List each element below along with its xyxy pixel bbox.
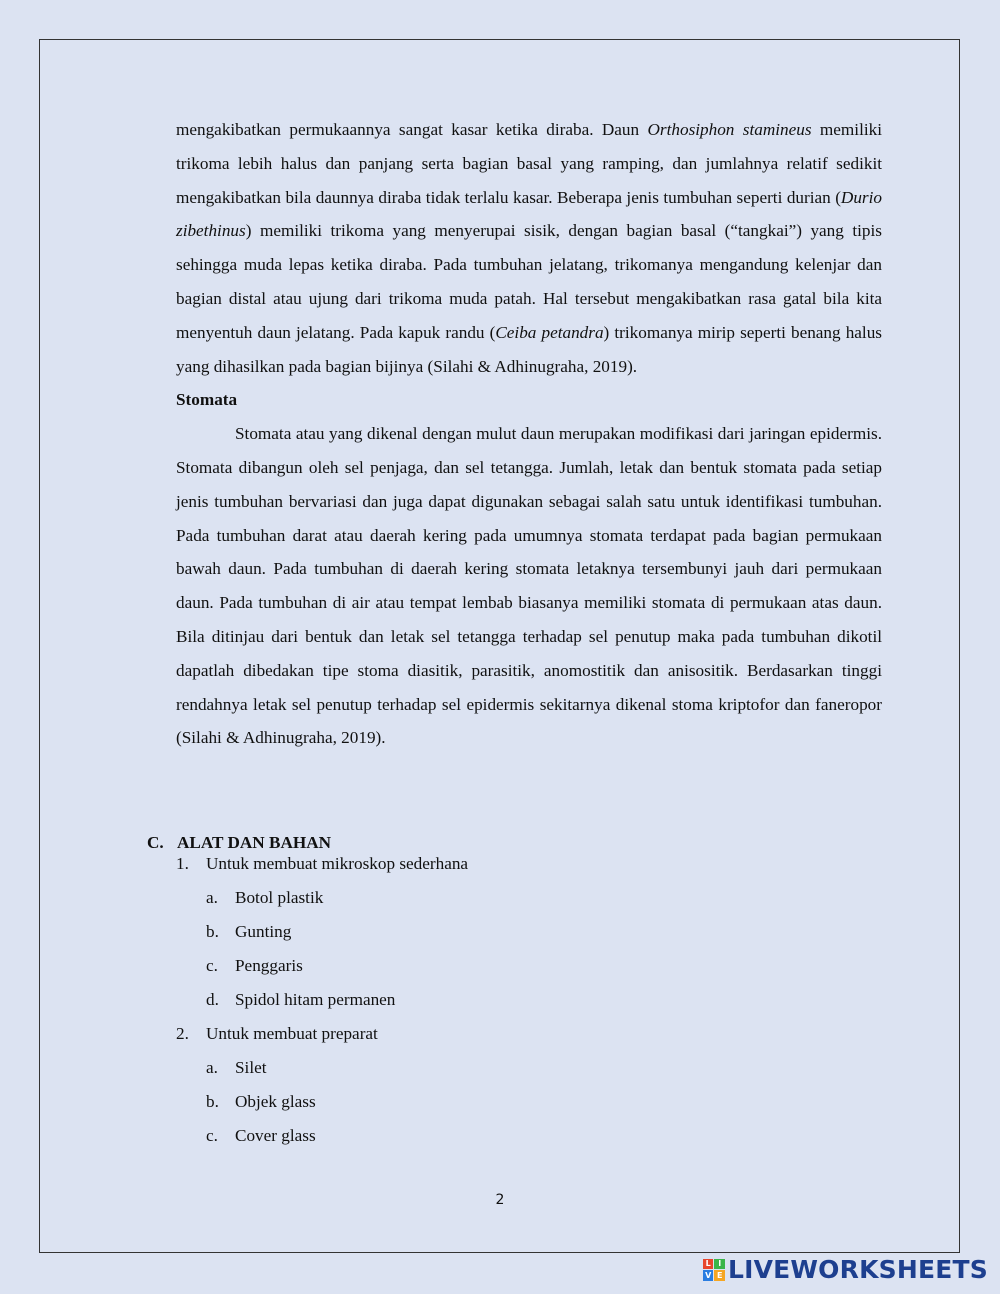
logo-tile: I [714,1259,725,1270]
sub-list-item [206,1126,316,1146]
species-name: Durio zibethinus [176,187,882,241]
paragraph-stomata: Stomata atau yang dikenal dengan mulut daun merupakan modifikasi dari jaringan epidermis. Stomata dibangun oleh sel penjaga, dan sel tetangga. Jumlah, letak dan bentuk stomata pada setiap jenis tumbuhan bervariasi dan juga dapat digunakan sebagai salah satu untuk identifikasi tumbuhan. Pada tumbuhan darat atau daerah kering pada umumnya stomata terdapat pada bagian permukaan bawah daun. Pada tumbuhan di daerah kering stomata letaknya tersembunyi jauh dari permukaan daun. Pada tumbuhan di air atau tempat lembab biasanya memiliki stomata di permukaan atas daun. Bila ditinjau dari bentuk dan letak sel tetangga terhadap sel penutup maka pada tumbuhan dikotil dapatlah dibedakan tipe stoma diasitik, parasitik, anomostitik dan anisositik. Berdasarkan tinggi rendahnya letak sel penutup terhadap sel epidermis sekitarnya dikenal stoma kriptofor dan faneropor (Silahi & Adhinugraha, 2019). [176,424,882,748]
text-run: mengakibatkan permukaannya sangat kasar ketika diraba. Daun [176,120,648,139]
sub-list-item [206,888,323,908]
sub-list-letter: a. [206,1058,218,1077]
logo-tile: V [703,1270,714,1281]
species-name: Orthosiphon stamineus [647,120,812,139]
sub-list-letter: c. [206,1126,218,1145]
list-item [176,1024,378,1044]
sub-list-label: Penggaris [235,956,303,975]
paragraph-trikoma [176,113,882,383]
sub-list-label: Gunting [235,922,292,941]
sub-list-item [206,956,303,976]
section-title: ALAT DAN BAHAN [177,833,332,852]
sub-list-label: Silet [235,1058,267,1077]
text-run: ) trikomanya mirip seperti benang halus yang dihasilkan pada bagian bijinya (Silahi & Adhinugraha, 2019). [176,322,882,376]
sub-list-letter: c. [206,956,218,975]
sub-list-label: Cover glass [235,1126,316,1145]
sub-list-letter: b. [206,922,219,941]
section-letter: C. [147,833,164,852]
sub-list-label: Botol plastik [235,888,324,907]
liveworksheets-logo-icon [703,1259,725,1281]
sub-list-item [206,990,395,1010]
sub-list-letter: b. [206,1092,219,1111]
list-number: 2. [176,1024,189,1043]
sub-list-label: Objek glass [235,1092,316,1111]
sub-list-label: Spidol hitam permanen [235,990,396,1009]
section-c-heading [147,831,331,855]
text-run: ) memiliki trikoma yang menyerupai sisik, dengan bagian basal (“tangkai”) yang tipis sehingga muda lepas ketika diraba. Pada tumbuhan jelatang, trikomanya mengandung kelenjar dan bagian distal atau ujung dari trikoma muda patah. Hal tersebut mengakibatkan rasa gatal bila kita menyentuh daun jelatang. Pada kapuk randu ( [176,221,882,342]
list-item-label: Untuk membuat mikroskop sederhana [206,854,469,873]
stomata-heading: Stomata [176,390,238,410]
document-body [176,113,882,755]
logo-tile: L [703,1259,714,1270]
species-name: Ceiba petandra [495,322,604,342]
logo-tile: E [714,1270,725,1281]
page-number: 2 [495,1192,505,1208]
sub-list-item [206,1092,316,1112]
liveworksheets-brand[interactable] [703,1255,988,1284]
list-item-label: Untuk membuat preparat [206,1024,378,1043]
list-item [176,854,468,874]
sub-list-item [206,1058,267,1078]
sub-list-item [206,922,291,942]
brand-text: LIVEWORKSHEETS [727,1255,988,1284]
sub-list-letter: d. [206,990,219,1009]
sub-list-letter: a. [206,888,218,907]
list-number: 1. [176,854,189,873]
text-run: memiliki trikoma lebih halus dan panjang serta bagian basal yang ramping, dan jumlahnya relatif sedikit mengakibatkan bila daunnya diraba tidak terlalu kasar. Beberapa jenis tumbuhan seperti durian ( [176,120,882,207]
